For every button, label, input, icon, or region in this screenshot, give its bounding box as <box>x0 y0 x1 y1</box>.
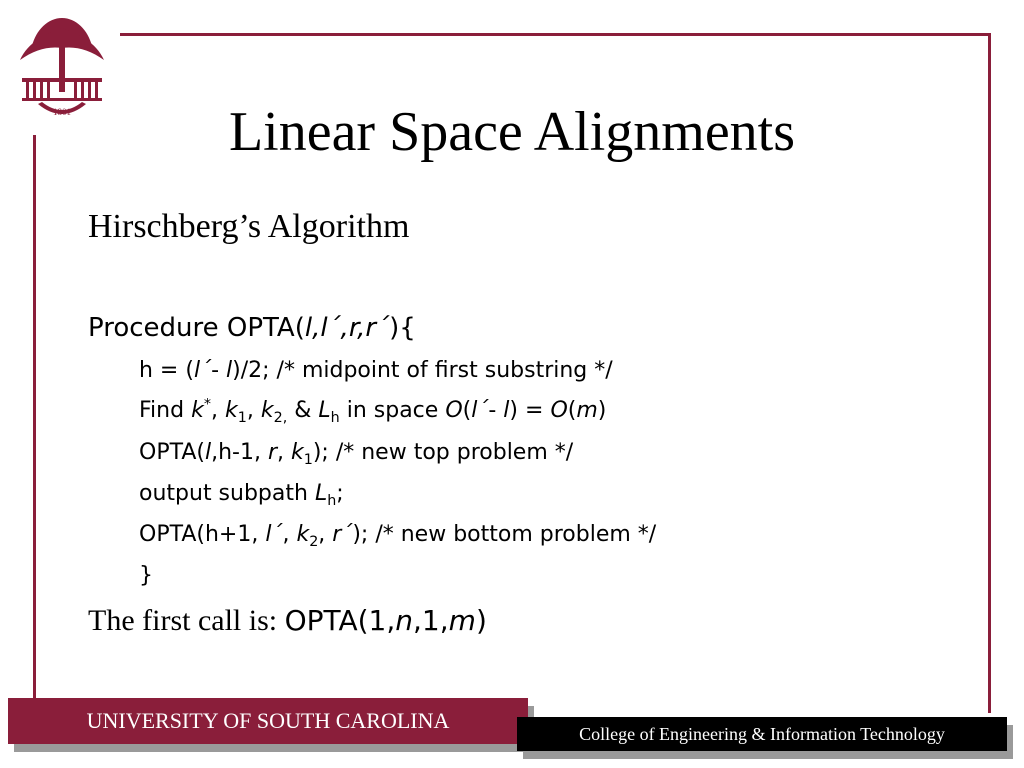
frame-left-border <box>33 135 36 700</box>
code-line-midpoint: h = (l´- l)/2; /* midpoint of first substring */ <box>139 358 613 383</box>
code-line-bottom-problem: OPTA(h+1, l´, $k_2$, r´); /* new bottom problem */ <box>139 522 657 550</box>
procedure-header: Procedure OPTA(l,l´,r,r´){ <box>88 313 416 343</box>
code-line-find: Find k*, $k_1$, $k_{2,}$ & $L_h$ in space O(l´- l) = O(m) <box>139 396 607 426</box>
logo-year: 1801 <box>53 107 71 117</box>
college-banner: College of Engineering & Information Technology <box>517 717 1007 751</box>
code-line-close-brace: } <box>139 563 153 588</box>
slide-subtitle: Hirschberg’s Algorithm <box>88 208 410 245</box>
slide-title: Linear Space Alignments <box>228 101 796 163</box>
code-line-top-problem: OPTA(l,h-1, r, $k_1$); /* new top problem */ <box>139 440 574 468</box>
frame-top-border <box>120 33 991 36</box>
university-banner: UNIVERSITY OF SOUTH CAROLINA <box>8 698 528 744</box>
first-call-line: The first call is: OPTA(1,n,1,m) <box>88 604 487 637</box>
code-line-output: output subpath $L_h$; <box>139 481 344 509</box>
